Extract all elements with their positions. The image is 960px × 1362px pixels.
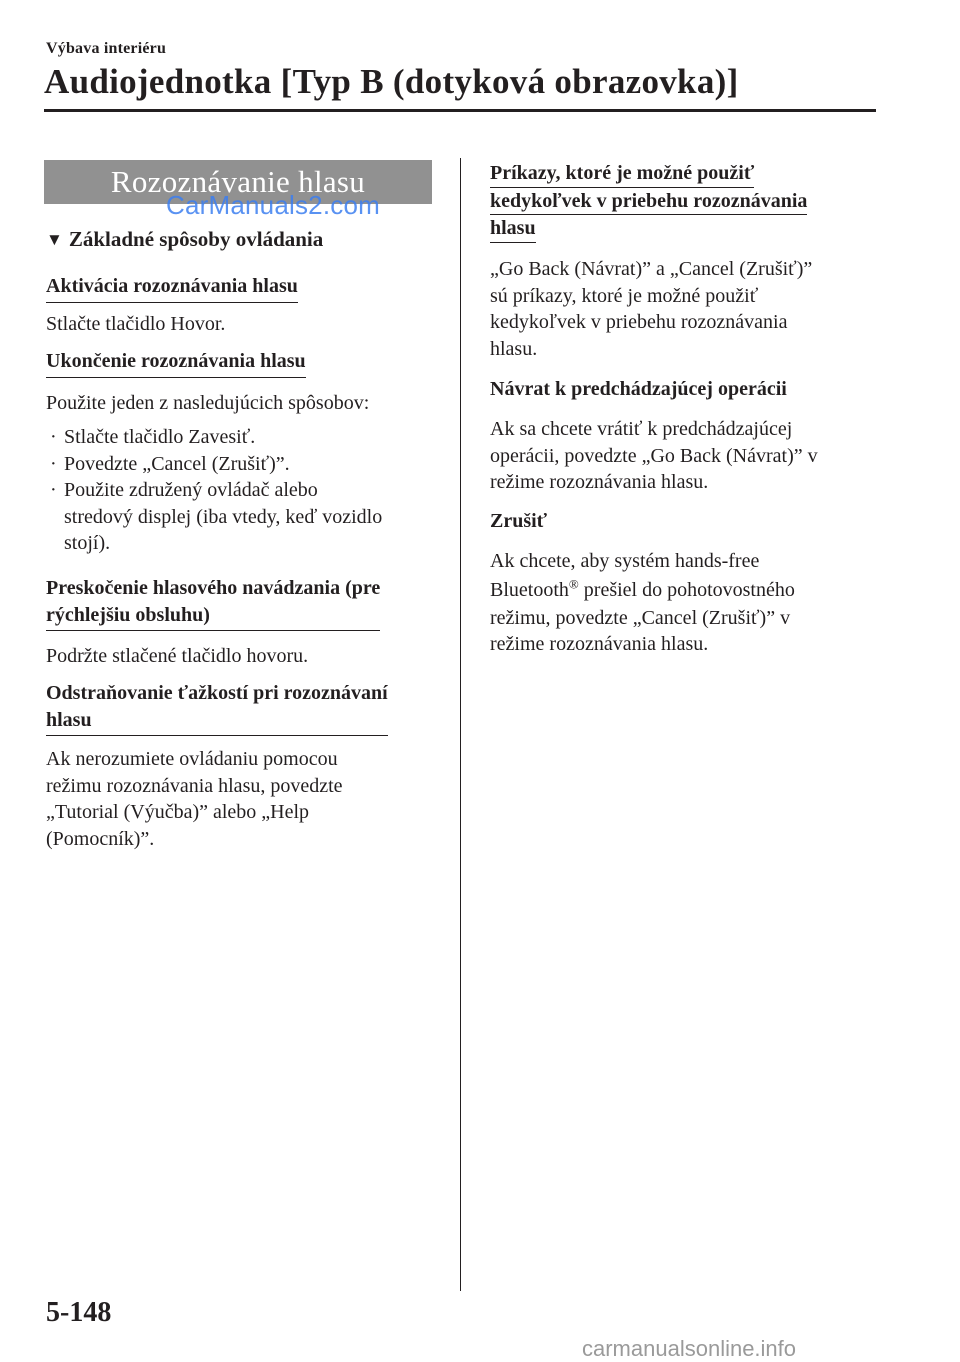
heading-commands-line: kedykoľvek v priebehu rozoznávania: [490, 188, 807, 216]
paragraph-line: „Go Back (Návrat)” a „Cancel (Zrušiť)”: [490, 258, 813, 280]
column-divider: [460, 158, 461, 1291]
list-item-text: stojí).: [64, 532, 111, 554]
paragraph-line: režimu rozoznávania hlasu, povedzte: [46, 774, 343, 797]
paragraph-line: hlasu.: [490, 337, 538, 360]
paragraph-end: Použite jeden z nasledujúcich spôsobov:: [46, 392, 370, 414]
registered-mark: ®: [568, 575, 579, 591]
bullet-icon: ·: [50, 479, 57, 501]
heading-end-text: Ukončenie rozoznávania hlasu: [46, 350, 306, 372]
paragraph-line: režime rozoznávania hlasu.: [490, 471, 709, 493]
heading-skip-line: rýchlejšiu obsluhu): [46, 603, 210, 626]
paragraph-cancel: [490, 548, 795, 658]
heading-skip: [46, 575, 380, 631]
bullet-icon: ·: [50, 452, 57, 475]
heading-activation-text: Aktivácia rozoznávania hlasu: [46, 275, 298, 297]
header-rule: [44, 109, 876, 112]
paragraph-activation: Stlačte tlačidlo Hovor.: [46, 313, 226, 335]
paragraph-line: Ak chcete, aby systém hands-free: [490, 550, 760, 572]
paragraph-trouble: [46, 746, 343, 852]
list-item-text: stredový displej (iba vtedy, keď vozidlo: [64, 505, 383, 528]
paragraph-line: Ak sa chcete vrátiť k predchádzajúcej: [490, 418, 793, 440]
footer-watermark: carmanualsonline.info: [582, 1336, 797, 1361]
page-number: 5-148: [46, 1297, 112, 1328]
list-item-text: Stlačte tlačidlo Zavesiť.: [64, 426, 256, 448]
list-item: [46, 477, 382, 557]
section-heading: [46, 226, 323, 255]
heading-trouble-line: hlasu: [46, 708, 92, 731]
list-item: [46, 451, 382, 478]
paragraph-line: Bluetooth: [490, 578, 569, 601]
list-item-text: Použite združený ovládač alebo: [64, 479, 318, 501]
bullet-icon: ·: [50, 426, 57, 448]
watermark-logo: CarManuals2.com: [166, 190, 380, 220]
heading-back: Návrat k predchádzajúcej operácii: [490, 378, 787, 400]
paragraph-line: kedykoľvek v priebehu rozoznávania: [490, 311, 788, 333]
heading-commands-line: hlasu: [490, 215, 536, 243]
heading-trouble-line: Odstraňovanie ťažkostí pri rozoznávaní: [46, 682, 388, 704]
heading-commands: [490, 160, 807, 243]
paragraph-line: režimu, povedzte „Cancel (Zrušiť)” v: [490, 606, 791, 629]
bullet-list: [46, 424, 382, 557]
paragraph-commands: [490, 256, 812, 362]
heading-end: [46, 348, 306, 378]
heading-trouble: [46, 680, 388, 736]
paragraph-line: režime rozoznávania hlasu.: [490, 633, 709, 655]
paragraph-line: prešiel do pohotovostného: [578, 578, 795, 601]
heading-commands-line: Príkazy, ktoré je možné použiť: [490, 160, 754, 188]
breadcrumb: Výbava interiéru: [46, 40, 167, 57]
list-item: [46, 424, 382, 451]
paragraph-line: „Tutorial (Výučba)” alebo „Help: [46, 801, 310, 823]
paragraph-skip: Podržte stlačené tlačidlo hovoru.: [46, 645, 309, 667]
section-banner: Rozoznávanie hlasu: [44, 160, 432, 204]
section-heading-text: Základné spôsoby ovládania: [68, 227, 324, 251]
heading-activation: [46, 273, 298, 303]
paragraph-back: [490, 416, 818, 496]
paragraph-line: Ak nerozumiete ovládaniu pomocou: [46, 748, 338, 770]
heading-cancel: Zrušiť: [490, 510, 548, 532]
paragraph-line: operácii, povedzte „Go Back (Návrat)” v: [490, 444, 818, 467]
chapter-title: Audiojednotka [Typ B (dotyková obrazovka)]: [44, 62, 739, 101]
paragraph-line: (Pomocník)”.: [46, 827, 155, 850]
triangle-down-icon: ▼: [46, 230, 63, 249]
heading-skip-line: Preskočenie hlasového navádzania (pre: [46, 577, 381, 599]
list-item-text: Povedzte „Cancel (Zrušiť)”.: [64, 452, 290, 475]
paragraph-line: sú príkazy, ktoré je možné použiť: [490, 284, 759, 307]
